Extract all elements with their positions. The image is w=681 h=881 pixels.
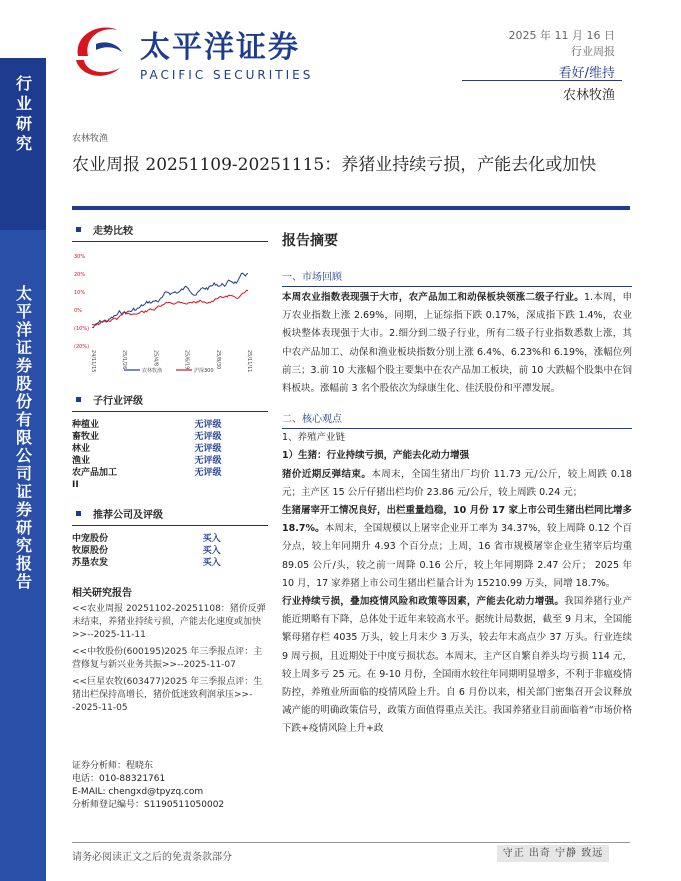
- bullet-square-icon: [76, 511, 81, 516]
- row-name: 农产品加工: [72, 468, 118, 478]
- market-review-title: 一、市场回顾: [282, 272, 342, 283]
- related-item[interactable]: <<中牧股份(600195)2025 年三季报点评：主营修复与新兴业务共振>>--2025-11-07: [72, 647, 263, 670]
- table-row: [72, 432, 268, 444]
- row-rating: 买入: [202, 546, 221, 556]
- subindustry-table: [72, 420, 268, 492]
- trend-divider: [72, 241, 268, 242]
- row-name: 种植业: [72, 420, 100, 430]
- row-rating: [194, 480, 268, 492]
- subindustry-divider: [72, 411, 268, 412]
- y-tick-label: 0%: [74, 308, 82, 314]
- rating-divider: [462, 80, 622, 81]
- table-row: [72, 546, 268, 558]
- pig-price-text: [282, 466, 632, 502]
- table-row: [72, 456, 268, 468]
- report-date: 2025 年 11 月 16 日: [508, 29, 615, 42]
- table-row: [72, 420, 268, 432]
- recommend-heading: [72, 506, 268, 521]
- analyst-phone: 电话：010-88321761: [72, 774, 166, 784]
- row-name: 牧原股份: [72, 546, 109, 556]
- related-item[interactable]: <<农业周报 20251102-20251108：猪价反弹未结束，养猪业持续亏损，产能去化速度或加快>>--2025-11-11: [72, 604, 266, 640]
- bullet-square-icon: [76, 227, 81, 232]
- logo-name-cn: 太平洋证券: [140, 30, 300, 65]
- pig-price-lead: 猪价近期反弹结束。: [282, 468, 372, 480]
- industry-label: 农林牧渔: [562, 88, 615, 103]
- capacity-body: 我国养猪行业产能近期略有下降，总体处于近年来较高水平。据统计局数据，截至 9 月末，全国能繁母猪存栏 4035 万头，较上月末少 3 万头，较去年末高点少 37 万头。行业连续 9 周亏损，且近期处于中度亏损状态。本周末，主产区自繁自养头均亏损 114 元，较上周多亏 25 元。在 9-10 月份，全国雨水较往年同期明显增多，不利于非瘟疫情防控，养殖业所面临的疫情风险上升。自 6 月份以来，相关部门密集召开会议释放减产能的明确政策信号，政策方面值得重点关注。我国养猪业目前面临着“市场价格下跌+疫情风险上升+政: [282, 596, 632, 735]
- row-name: 中宠股份: [72, 534, 109, 544]
- table-row: [72, 558, 268, 570]
- subindustry-heading: [72, 392, 268, 407]
- recommend-section: [72, 506, 268, 570]
- legend-hs300: 沪深300: [194, 368, 214, 374]
- row-rating: 买入: [202, 534, 221, 544]
- series-line-agri: [92, 273, 248, 327]
- title-underline: [72, 206, 630, 210]
- y-tick-label: 20%: [74, 272, 86, 278]
- capacity-text: [282, 593, 632, 739]
- x-tick-label: 25/1/26: [121, 350, 128, 370]
- category-label: 农林牧渔: [72, 134, 109, 144]
- market-review-divider: [282, 286, 632, 287]
- x-tick-label: 25/8/30: [214, 350, 221, 370]
- row-name: 渔业: [72, 456, 91, 466]
- recommend-heading-text: 推荐公司及评级: [93, 510, 163, 521]
- related-item[interactable]: <<巨星农牧(603477)2025 年三季报点评：生猪出栏保持高增长，猪价低迷致利润承压>>--2025-11-05: [72, 677, 263, 713]
- trend-heading-text: 走势比较: [93, 226, 133, 237]
- slaughter-text: [282, 502, 632, 593]
- footer-slogan: 守正 出奇 宁静 致远: [497, 845, 609, 862]
- company-logo: [66, 16, 313, 88]
- recommend-divider: [72, 525, 268, 526]
- trend-section: [72, 222, 268, 381]
- y-tick-label: (10%): [74, 326, 90, 332]
- row-rating: 无评级: [194, 420, 222, 430]
- subindustry-heading-text: 子行业评级: [93, 396, 143, 407]
- subindustry-section: [72, 392, 268, 492]
- trend-chart: [72, 248, 268, 378]
- rating: 看好/维持: [558, 66, 615, 81]
- core-view-sub: 1、养殖产业链: [282, 432, 346, 444]
- recommend-table: [72, 534, 268, 570]
- row-rating: 无评级: [194, 468, 222, 478]
- x-tick-label: 24/11/15: [90, 350, 96, 373]
- table-row: [72, 480, 268, 492]
- report-type: 行业周报: [571, 45, 615, 58]
- market-review-text: [282, 289, 632, 398]
- y-tick-label: (20%): [74, 344, 90, 350]
- x-tick-label: 25/6/19: [183, 350, 190, 370]
- summary-section: [282, 230, 632, 739]
- row-name: II: [72, 480, 79, 490]
- row-name: 苏垦农发: [72, 558, 109, 568]
- x-tick-label: 25/4/8: [152, 350, 159, 367]
- market-review-body: 1.本周，申万农业指数上涨 2.69%，同期，上证综指下跌 0.17%，深成指下跌 1.4%，农业板块整体表现强于大市。2.细分到二级子行业，所有二级子行业指数悉数上涨，其中农产品加工、动保和渔业板块指数分别上涨 6.4%、6.23%和 6.19%，涨幅位列前三；3.前 10 大涨幅个股主要集中在农产品加工板块，前 10 大跌幅个股集中在饲料板块。涨幅前 3 名个股依次为绿康生化、佳沃股份和平潭发展。: [282, 292, 632, 395]
- logo-name-en: PACIFIC SECURITIES: [140, 68, 314, 82]
- core-view-title: 二、核心观点: [282, 414, 342, 426]
- row-rating: 买入: [202, 558, 221, 568]
- table-row: [72, 444, 268, 456]
- row-name: 畜牧业: [72, 432, 100, 442]
- bullet-square-icon: [76, 397, 81, 402]
- pig-title: 1）生猪：行业持续亏损，产能去化动力增强: [282, 450, 470, 462]
- logo-swoosh-icon: [66, 16, 138, 88]
- capacity-lead: 行业持续亏损，叠加疫情风险和政策等因素，产能去化动力增强。: [282, 596, 565, 608]
- footer-disclaimer[interactable]: 请务必阅读正文之后的免责条款部分: [72, 852, 232, 863]
- page-title: 农业周报 20251109-20251115：养猪业持续亏损，产能去化或加快: [72, 155, 597, 175]
- header-meta: [509, 28, 615, 60]
- slaughter-body: 本周末，全国规模以上屠宰企业开工率为 34.37%，较上周降 0.12 个百分点，较上年同期升 4.93 个百分点；上周，16 省市规模屠宰企业生猪宰后均重 89.05 公斤/头，较之前一周降 0.16 公斤，较上年同期降 2.47 公斤； 2025 年 10 月，17 家养猪上市公司生猪出栏量合计为 15210.99 万头，同增 18.7%。: [282, 523, 632, 589]
- market-review-lead: 本周农业指数表现强于大市，农产品加工和动保板块领涨二级子行业。: [282, 292, 584, 303]
- footer-divider: [72, 842, 630, 843]
- x-tick-label: 25/11/11: [246, 350, 252, 373]
- row-rating: 无评级: [194, 444, 222, 454]
- y-tick-label: 10%: [74, 290, 86, 296]
- related-section: [72, 584, 268, 715]
- table-row: [72, 468, 268, 480]
- slaughter-lead: 生猪屠宰开工情况良好，出栏重量趋稳，10 月份 17 家上市公司生猪出栏同比增多 18.7%。: [282, 505, 632, 535]
- sidebar-bottom-label: 太平洋证券股份有限公司证券研究报告: [13, 285, 33, 591]
- analyst-email[interactable]: E-MAIL: chengxd@tpyzq.com: [72, 787, 204, 797]
- sidebar-top-label: 行业研究: [13, 75, 33, 155]
- row-rating: 无评级: [194, 456, 222, 466]
- table-row: [72, 534, 268, 546]
- legend-agri: 农林牧渔: [142, 368, 163, 374]
- analyst-name: 证券分析师：程晓东: [72, 761, 154, 771]
- row-rating: 无评级: [194, 432, 222, 442]
- analyst-section: [72, 760, 268, 812]
- pig-price-body: 本周末，全国生猪出厂均价 11.73 元/公斤，较上周跌 0.18 元；主产区 15 公斤仔猪出栏均价 23.86 元/公斤，较上周跌 0.24 元；: [282, 468, 632, 498]
- series-line-hs300: [92, 290, 248, 325]
- y-tick-label: 30%: [74, 254, 86, 260]
- trend-heading: [72, 222, 268, 237]
- analyst-cert: 分析师登记编号：S1190511050002: [72, 800, 225, 810]
- summary-heading: 报告摘要: [282, 233, 338, 249]
- row-name: 林业: [72, 444, 91, 454]
- related-heading: 相关研究报告: [72, 588, 132, 599]
